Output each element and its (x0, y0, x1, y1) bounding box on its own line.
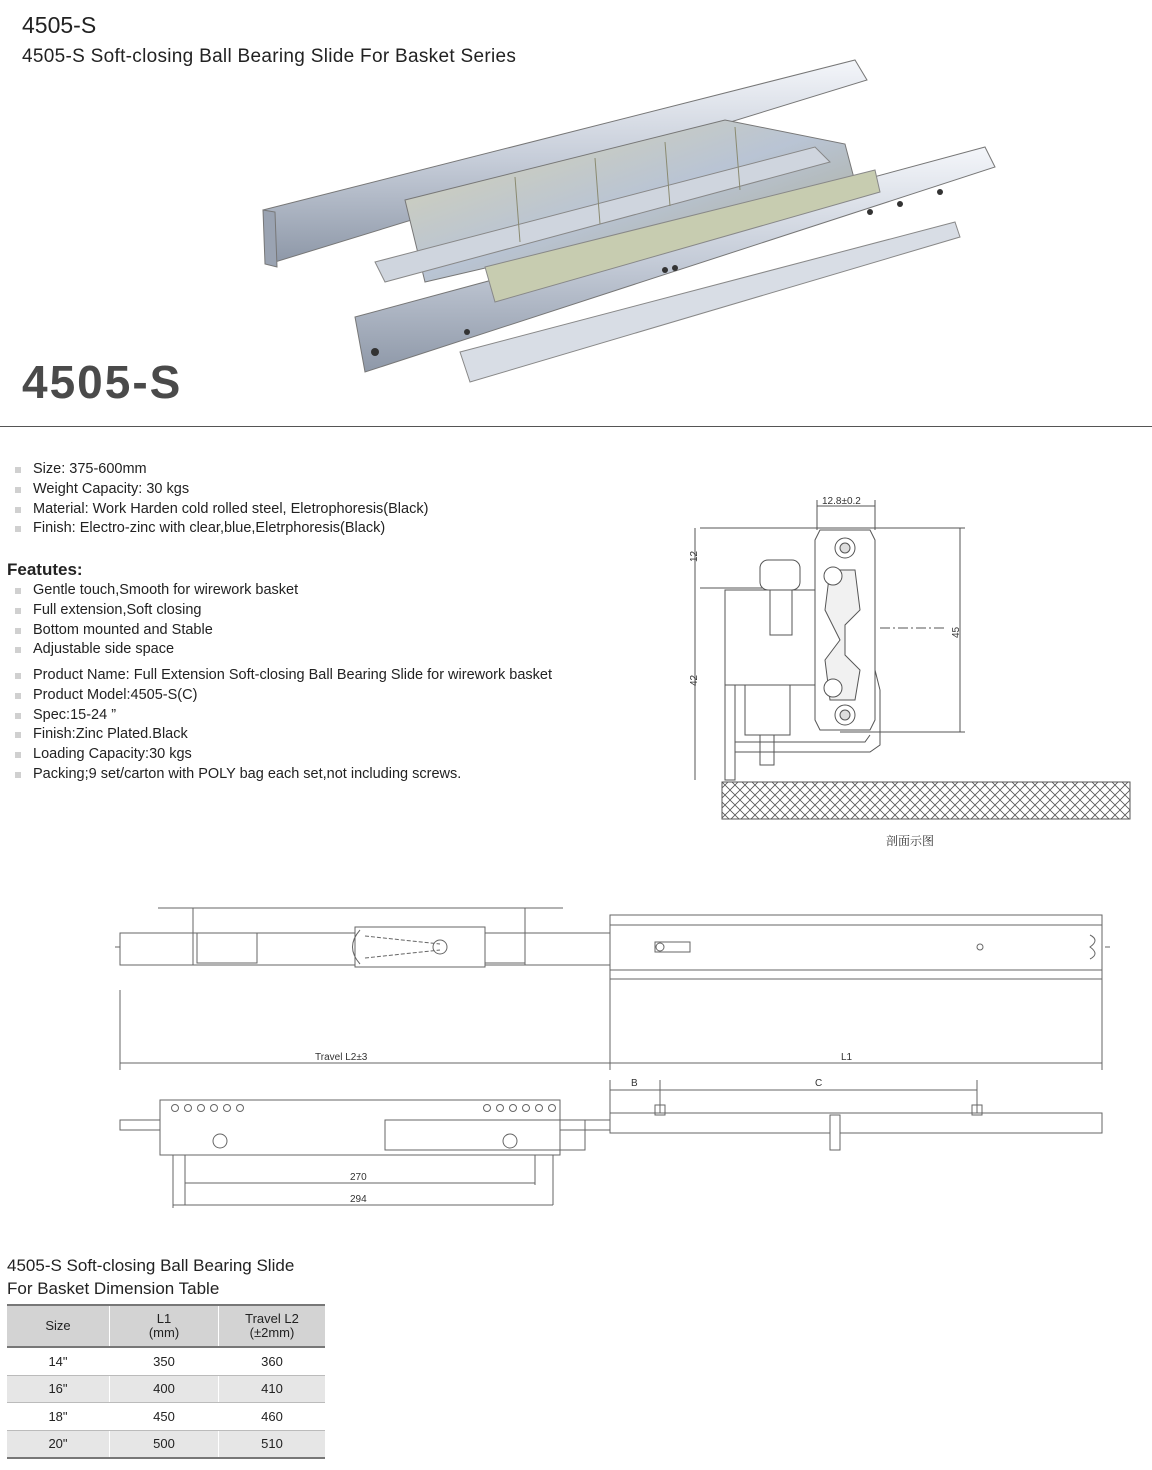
cell-travel: 360 (219, 1347, 326, 1375)
dimension-table (7, 1304, 325, 1459)
product-subtitle: 4505-S Soft-closing Ball Bearing Slide For Basket Series (22, 46, 517, 67)
dim-right-label: 45 (951, 626, 962, 638)
feature-list (7, 581, 298, 660)
spec-finish: Finish: Electro-zinc with clear,blue,Eletrphoresis(Black) (7, 519, 428, 539)
table-title-line2: For Basket Dimension Table (7, 1279, 220, 1298)
table-title (7, 1254, 294, 1300)
header-size: Size (7, 1305, 110, 1347)
spec-size: Size: 375-600mm (7, 460, 428, 480)
top-view-drawing (115, 900, 1110, 1075)
header-l1-unit: (mm) (148, 1325, 180, 1340)
cell-size: 18" (7, 1403, 110, 1431)
side-view-drawing (115, 1075, 1110, 1215)
cell-travel: 460 (219, 1403, 326, 1431)
product-model: Product Model:4505-S(C) (7, 686, 552, 706)
product-name: Product Name: Full Extension Soft-closing Ball Bearing Slide for wirework basket (7, 666, 552, 686)
cell-l1: 400 (110, 1375, 219, 1403)
travel-label: Travel L2±3 (315, 1052, 368, 1063)
product-spec: Spec:15-24 ” (7, 706, 552, 726)
table-row (7, 1403, 325, 1431)
dim-294-label: 294 (350, 1194, 367, 1205)
cell-size: 16" (7, 1375, 110, 1403)
feature-item: Bottom mounted and Stable (7, 621, 298, 641)
cell-size: 20" (7, 1430, 110, 1458)
table-row (7, 1375, 325, 1403)
table-header-row (7, 1305, 325, 1347)
dim-left-label: 42 (689, 674, 700, 686)
divider (0, 426, 1152, 427)
header-l1 (110, 1305, 219, 1347)
dim-top-label: 12 (689, 550, 700, 562)
dim-270-label: 270 (350, 1172, 367, 1183)
spec-list (7, 460, 428, 539)
product-finish: Finish:Zinc Plated.Black (7, 725, 552, 745)
big-model-code: 4505-S (22, 356, 183, 408)
cell-l1: 450 (110, 1403, 219, 1431)
cell-l1: 500 (110, 1430, 219, 1458)
cross-section-caption: 剖面示图 (886, 834, 935, 848)
l1-label: L1 (841, 1052, 853, 1063)
header-l1-title: L1 (156, 1311, 172, 1326)
cross-section-drawing (680, 490, 1140, 860)
table-row (7, 1347, 325, 1375)
spec-material: Material: Work Harden cold rolled steel, Eletrophoresis(Black) (7, 500, 428, 520)
model-code: 4505-S (22, 12, 97, 38)
features-title: Featutes: (7, 560, 83, 579)
feature-item: Full extension,Soft closing (7, 601, 298, 621)
header-travel-title: Travel L2 (245, 1311, 299, 1326)
dim-width-label: 12.8±0.2 (822, 496, 861, 507)
loading-capacity: Loading Capacity:30 kgs (7, 745, 552, 765)
feature-item: Adjustable side space (7, 640, 298, 660)
spec-weight: Weight Capacity: 30 kgs (7, 480, 428, 500)
c-label: C (815, 1078, 823, 1089)
header-travel-unit: (±2mm) (249, 1325, 295, 1340)
header-travel (219, 1305, 326, 1347)
cell-travel: 410 (219, 1375, 326, 1403)
table-row (7, 1430, 325, 1458)
product-photo (255, 52, 1005, 392)
packing: Packing;9 set/carton with POLY bag each set,not including screws. (7, 765, 552, 785)
table-title-line1: 4505-S Soft-closing Ball Bearing Slide (7, 1256, 295, 1275)
cell-l1: 350 (110, 1347, 219, 1375)
cell-travel: 510 (219, 1430, 326, 1458)
cell-size: 14" (7, 1347, 110, 1375)
feature-item: Gentle touch,Smooth for wirework basket (7, 581, 298, 601)
b-label: B (631, 1078, 638, 1089)
product-info-list (7, 666, 552, 785)
